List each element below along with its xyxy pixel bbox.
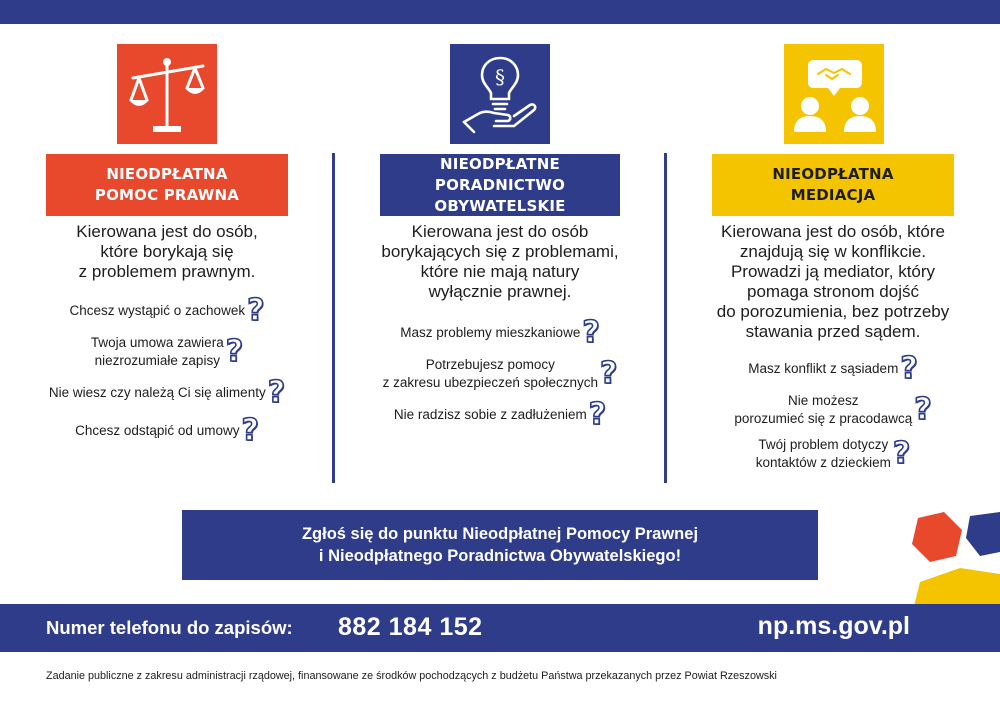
- question-text: Twoja umowa zawiera niezrozumiałe zapisy: [90, 335, 224, 368]
- column-title: NIEODPŁATNE PORADNICTWO OBYWATELSKIE: [380, 154, 620, 216]
- phone-number: 882 184 152: [338, 613, 483, 641]
- question-list: [46, 293, 288, 448]
- question-text: Masz problemy mieszkaniowe: [400, 325, 581, 340]
- column-divider: [664, 153, 667, 483]
- question-mark-icon: ?: [588, 397, 607, 432]
- list-item: [46, 375, 288, 410]
- column-civic-advice: [380, 44, 620, 438]
- column-divider: [332, 153, 335, 483]
- question-text: Nie radzisz sobie z zadłużeniem: [393, 407, 587, 422]
- question-text: Potrzebujesz pomocy z zakresu ubezpieczeń społecznych: [382, 357, 598, 390]
- list-item: [380, 397, 620, 432]
- question-mark-icon: ?: [582, 315, 600, 350]
- mediation-icon: [784, 44, 884, 144]
- question-text: Nie możesz porozumieć się z pracodawcą: [734, 393, 913, 426]
- footer-note: Zadanie publiczne z zakresu administracji rządowej, finansowane ze środków pochodzących z budżetu Państwa przekazanych przez Powiat Rzeszowski: [46, 670, 777, 682]
- list-item: [46, 413, 288, 448]
- question-mark-icon: ?: [599, 356, 618, 391]
- top-bar: [0, 0, 1000, 24]
- question-text: Masz konflikt z sąsiadem: [748, 361, 899, 376]
- column-title: NIEODPŁATNA MEDIACJA: [712, 154, 954, 216]
- column-description: Kierowana jest do osób, które borykają się z problemem prawnym.: [76, 222, 258, 281]
- column-description: Kierowana jest do osób, które znajdują się w konflikcie. Prowadzi ją mediator, który pomaga stronom dojść do porozumienia, bez potrzeby stawania przed sądem.: [716, 222, 950, 341]
- column-title: NIEODPŁATNA POMOC PRAWNA: [46, 154, 288, 216]
- list-item: [712, 392, 954, 428]
- question-text: Twój problem dotyczy kontaktów z dzieckiem: [755, 437, 891, 470]
- scales-icon: [117, 44, 217, 144]
- column-legal-aid: [46, 44, 288, 454]
- website-link[interactable]: np.ms.gov.pl: [757, 612, 910, 640]
- phone-label: Numer telefonu do zapisów:: [46, 617, 293, 638]
- list-item: [380, 356, 620, 392]
- question-mark-icon: ?: [892, 436, 911, 471]
- question-list: [712, 351, 954, 472]
- svg-text:§: §: [495, 65, 505, 89]
- question-mark-icon: ?: [267, 375, 286, 410]
- question-mark-icon: ?: [225, 334, 244, 369]
- question-text: Nie wiesz czy należą Ci się alimenty: [48, 385, 266, 400]
- question-mark-icon: ?: [247, 293, 265, 328]
- question-text: Chcesz wystąpić o zachowek: [69, 303, 246, 318]
- lightbulb-hand-icon: [450, 44, 550, 144]
- list-item: [712, 351, 954, 386]
- question-list: [380, 315, 620, 432]
- question-mark-icon: ?: [900, 351, 918, 386]
- question-text: Chcesz odstąpić od umowy: [75, 423, 240, 438]
- list-item: [712, 436, 954, 472]
- list-item: [46, 334, 288, 370]
- question-mark-icon: ?: [914, 392, 932, 427]
- column-mediation: [712, 44, 954, 480]
- column-description: Kierowana jest do osób borykających się z problemami, które nie mają natury wyłącznie prawnej.: [381, 222, 619, 301]
- list-item: [46, 293, 288, 328]
- question-mark-icon: ?: [241, 413, 259, 448]
- list-item: [380, 315, 620, 350]
- contact-bar: [0, 604, 1000, 652]
- call-to-action-banner: Zgłoś się do punktu Nieodpłatnej Pomocy Prawnej i Nieodpłatnego Poradnictwa Obywatelskiego!: [182, 510, 818, 580]
